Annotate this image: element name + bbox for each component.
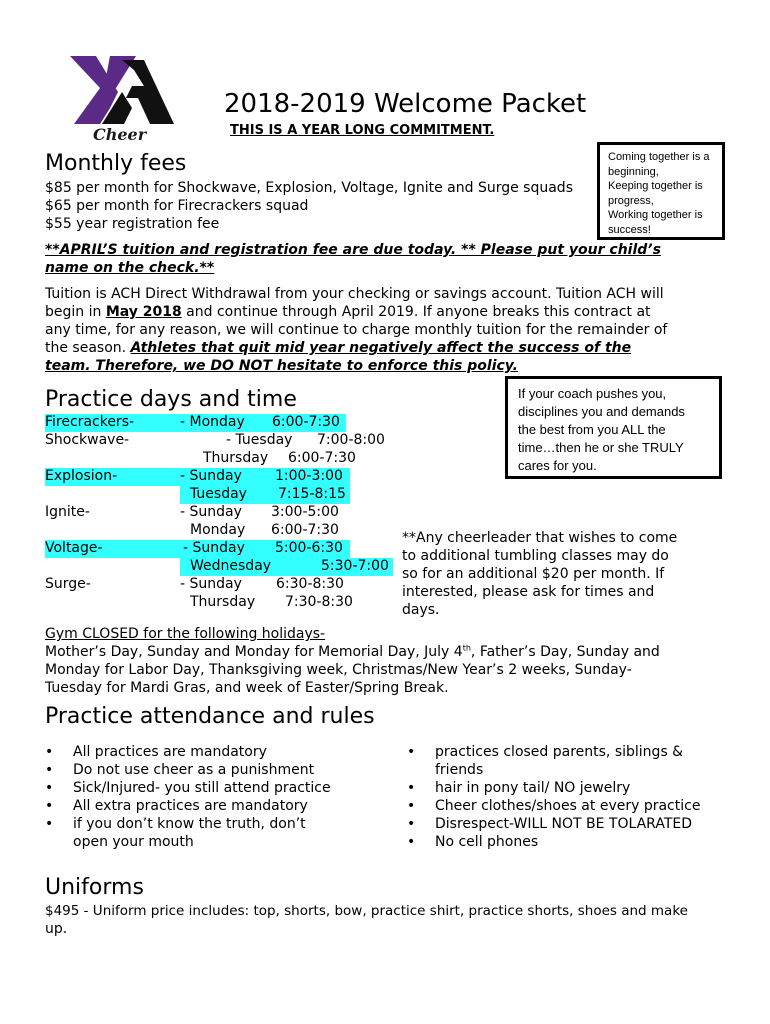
- tuition-start-month: May 2018: [105, 304, 182, 320]
- rule-item: • No cell phones: [407, 833, 700, 851]
- fee-line: $65 per month for Firecrackers squad: [45, 198, 309, 214]
- holidays-heading: Gym CLOSED for the following holidays-: [45, 626, 326, 642]
- schedule-row-surge-2: Thursday 7:30-8:30: [190, 594, 353, 610]
- schedule-row-ignite-2: Monday 6:00-7:30: [190, 522, 339, 538]
- xa-cheer-logo: [66, 52, 178, 148]
- quote-line: disciplines you and demands: [518, 404, 685, 419]
- monthly-fees-heading: Monthly fees: [45, 151, 187, 176]
- schedule-row-voltage: Voltage- - Sunday 5:00-6:30: [45, 540, 350, 558]
- rule-item: • All extra practices are mandatory: [45, 797, 331, 815]
- rule-item: • if you don’t know the truth, don’t: [45, 815, 331, 833]
- rule-item: • Cheer clothes/shoes at every practice: [407, 797, 700, 815]
- rule-item: • hair in pony tail/ NO jewelry: [407, 779, 700, 797]
- tuition-text: begin in May 2018 and continue through April 2019. If anyone breaks this contract at: [45, 304, 651, 320]
- tuition-text: any time, for any reason, we will continue to charge monthly tuition for the remainder of: [45, 322, 668, 338]
- quote-line: success!: [608, 223, 651, 236]
- quote-line: If your coach pushes you,: [518, 386, 667, 401]
- rules-list-left: [45, 743, 331, 851]
- tuition-notice: **APRIL’S tuition and registration fee are due today. ** Please put your child’s: [45, 242, 661, 258]
- tuition-text: the season. Athletes that quit mid year negatively affect the success of the: [45, 340, 632, 356]
- holidays-text: Mother’s Day, Sunday and Monday for Memorial Day, July 4th, Father’s Day, Sunday and: [45, 643, 660, 660]
- fee-line: $85 per month for Shockwave, Explosion, Voltage, Ignite and Surge squads: [45, 180, 573, 196]
- rules-list-right: [407, 743, 700, 851]
- quote-line: Coming together is a: [608, 151, 710, 163]
- tumbling-note: **Any cheerleader that wishes to come to additional tumbling classes may do so for an additional $20 per month. If interested, please ask for times and days.: [402, 530, 678, 618]
- uniforms-text: up.: [45, 921, 68, 937]
- rule-item: • practices closed parents, siblings &: [407, 743, 700, 761]
- rule-item: • Do not use cheer as a punishment: [45, 761, 331, 779]
- schedule-row-surge: Surge- - Sunday 6:30-8:30: [45, 576, 344, 592]
- page-title: 2018-2019 Welcome Packet: [224, 89, 587, 119]
- quote-line: Keeping together is: [608, 180, 703, 192]
- rule-item: • Disrespect-WILL NOT BE TOLARATED: [407, 815, 700, 833]
- quote-line: cares for you.: [518, 458, 597, 473]
- schedule-row-explosion-2: Tuesday 7:15-8:15: [180, 486, 350, 504]
- policy-warning: Athletes that quit mid year negatively affect the success of the: [130, 340, 632, 356]
- schedule-row-explosion: Explosion- - Sunday 1:00-3:00: [45, 468, 350, 486]
- holidays-text: Tuesday for Mardi Gras, and week of Easter/Spring Break.: [45, 680, 449, 696]
- schedule-row-ignite: Ignite- - Sunday 3:00-5:00: [45, 504, 339, 520]
- page-subtitle: THIS IS A YEAR LONG COMMITMENT.: [230, 123, 495, 138]
- quote-line: beginning,: [608, 165, 659, 178]
- rule-item: • All practices are mandatory: [45, 743, 331, 761]
- rules-heading: Practice attendance and rules: [45, 704, 375, 729]
- quote-line: time…then he or she TRULY: [518, 440, 684, 455]
- logo-cheer-text: Cheer: [93, 125, 147, 144]
- tuition-text: Tuition is ACH Direct Withdrawal from your checking or savings account. Tuition ACH will: [45, 286, 664, 302]
- policy-warning: team. Therefore, we DO NOT hesitate to enforce this policy.: [45, 358, 518, 374]
- fee-line: $55 year registration fee: [45, 216, 220, 232]
- quote-line: progress,: [608, 194, 654, 207]
- quote-line: Working together is: [608, 209, 703, 221]
- rule-item-continued: friends: [435, 762, 484, 778]
- quote-box-together: [597, 142, 725, 240]
- uniforms-text: $495 - Uniform price includes: top, shorts, bow, practice shirt, practice shorts, shoes and make: [45, 903, 688, 919]
- practice-heading: Practice days and time: [45, 387, 297, 412]
- uniforms-heading: Uniforms: [45, 875, 144, 900]
- quote-line: the best from you ALL the: [518, 422, 666, 437]
- schedule-row-voltage-2: Wednesday 5:30-7:00: [180, 558, 393, 576]
- schedule-row-shockwave: Shockwave- - Tuesday 7:00-8:00: [45, 432, 385, 448]
- quote-box-coach: [505, 376, 722, 479]
- schedule-row-shockwave-2: Thursday 6:00-7:30: [203, 450, 356, 466]
- tuition-notice: name on the check.**: [45, 260, 215, 276]
- rule-item-continued: open your mouth: [73, 834, 194, 850]
- schedule-row-firecrackers: Firecrackers- - Monday 6:00-7:30: [45, 414, 346, 432]
- holidays-text: Monday for Labor Day, Thanksgiving week, Christmas/New Year’s 2 weeks, Sunday-: [45, 662, 632, 678]
- rule-item: • Sick/Injured- you still attend practice: [45, 779, 331, 797]
